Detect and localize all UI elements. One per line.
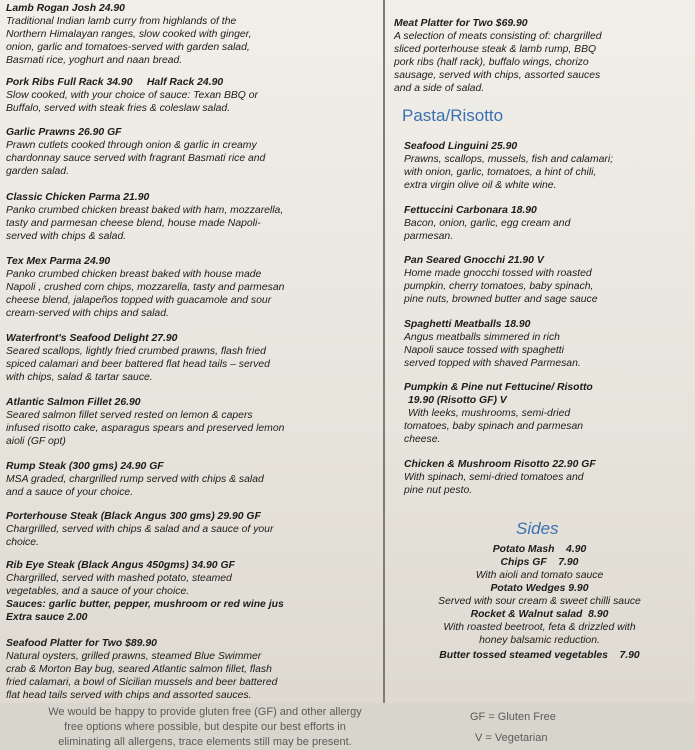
item-desc: Natural oysters, grilled prawns, steamed Blue Swimmer bbox=[6, 651, 262, 662]
item-desc: cheese. bbox=[404, 434, 441, 445]
item-name: Porterhouse Steak (Black Angus 300 gms) 29.90 GF bbox=[6, 511, 261, 522]
item-name: Waterfront's Seafood Delight 27.90 bbox=[6, 333, 178, 344]
pasta-section-title: Pasta/Risotto bbox=[402, 106, 504, 125]
item-name: Seafood Platter for Two $89.90 bbox=[6, 638, 157, 649]
item-desc: Basmati rice, yoghurt and naan bread. bbox=[6, 55, 183, 66]
column-divider bbox=[383, 0, 385, 703]
menu-item bbox=[404, 204, 694, 243]
side-name: Butter tossed steamed vegetables 7.90 bbox=[439, 650, 640, 661]
item-desc: with chips, salad & tartar sauce. bbox=[6, 372, 153, 383]
item-name: Garlic Prawns 26.90 GF bbox=[6, 127, 122, 138]
item-name: Tex Mex Parma 24.90 bbox=[6, 256, 111, 267]
item-desc: pumpkin, cherry tomatoes, baby spinach, bbox=[404, 281, 594, 292]
allergen-note bbox=[20, 705, 390, 750]
item-name: Spaghetti Meatballs 18.90 bbox=[404, 319, 531, 330]
item-desc: With leeks, mushrooms, semi-dried bbox=[408, 408, 571, 419]
sides-section-title: Sides bbox=[516, 519, 559, 538]
item-desc: crab & Morton Bay bug, seared Atlantic salmon fillet, flash bbox=[6, 664, 272, 675]
item-desc: Angus meatballs simmered in rich bbox=[404, 332, 560, 343]
menu-item bbox=[404, 318, 694, 370]
item-desc: MSA graded, chargrilled rump served with chips & salad bbox=[6, 474, 264, 485]
menu-item bbox=[404, 254, 694, 306]
side-desc: With aioli and tomato sauce bbox=[475, 570, 604, 581]
item-desc: garden salad. bbox=[6, 166, 69, 177]
item-desc: pine nuts, browned butter and sage sauce bbox=[404, 294, 598, 305]
menu-item bbox=[6, 510, 378, 549]
item-name: Meat Platter for Two $69.90 bbox=[394, 18, 528, 29]
item-desc: cream-served with chips and salad. bbox=[6, 308, 169, 319]
item-desc: cheese blend, jalapeños topped with guacamole and sour bbox=[6, 295, 272, 306]
menu-item bbox=[6, 191, 378, 243]
menu-item bbox=[6, 460, 378, 499]
item-desc: and a sauce of your choice. bbox=[6, 487, 134, 498]
item-name: 19.90 (Risotto GF) V bbox=[408, 395, 507, 406]
item-name: Classic Chicken Parma 21.90 bbox=[6, 192, 150, 203]
item-desc: Northern Himalayan ranges, slow cooked with ginger, bbox=[6, 29, 252, 40]
v-legend: V = Vegetarian bbox=[475, 732, 548, 744]
item-desc: flat head tails served with chips and assorted sauces. bbox=[6, 690, 252, 701]
side-name: Potato Mash 4.90 bbox=[492, 544, 587, 555]
item-desc: A selection of meats consisting of: chargrilled bbox=[394, 31, 602, 42]
item-desc: Slow cooked, with your choice of sauce: Texan BBQ or bbox=[6, 90, 259, 101]
item-name: Atlantic Salmon Fillet 26.90 bbox=[6, 397, 141, 408]
item-desc: parmesan. bbox=[404, 231, 454, 242]
item-desc: Seared scallops, lightly fried crumbed prawns, flash fried bbox=[6, 346, 266, 357]
item-desc: served topped with shaved Parmesan. bbox=[404, 358, 581, 369]
item-name: Seafood Linguini 25.90 bbox=[404, 141, 518, 152]
item-name: Fettuccini Carbonara 18.90 bbox=[404, 205, 537, 216]
item-desc: sausage, served with chips, assorted sauces bbox=[394, 70, 601, 81]
side-name: Potato Wedges 9.90 bbox=[490, 583, 589, 594]
item-name: Pork Ribs Full Rack 34.90 Half Rack 24.90 bbox=[6, 77, 224, 88]
item-desc: vegetables, and a sauce of your choice. bbox=[6, 586, 190, 597]
menu-item bbox=[404, 381, 694, 446]
allergen-note-line: eliminating all allergens, trace elements still may be present. bbox=[58, 736, 352, 748]
item-desc: Sauces: garlic butter, pepper, mushroom or red wine jus bbox=[6, 599, 284, 610]
item-desc: tomatoes, baby spinach and parmesan bbox=[404, 421, 584, 432]
item-desc: Seared salmon fillet served rested on lemon & capers bbox=[6, 410, 253, 421]
menu-item bbox=[404, 458, 694, 497]
menu-item bbox=[6, 396, 378, 448]
item-desc: Chargrilled, served with chips & salad and a sauce of your bbox=[6, 524, 274, 535]
item-desc: Bacon, onion, garlic, egg cream and bbox=[404, 218, 571, 229]
item-desc: tasty and parmesan cheese blend, house made Napoli- bbox=[6, 218, 261, 229]
item-desc: Napoli sauce tossed with spaghetti bbox=[404, 345, 564, 356]
side-desc: Served with sour cream & sweet chilli sauce bbox=[438, 596, 641, 607]
item-desc: sliced porterhouse steak & lamb rump, BBQ bbox=[394, 44, 597, 55]
item-desc: Napoli , crushed corn chips, mozzarella, tasty and parmesan bbox=[6, 282, 285, 293]
side-desc: honey balsamic reduction. bbox=[479, 635, 600, 646]
menu-item bbox=[394, 17, 684, 95]
item-name: Pumpkin & Pine nut Fettucine/ Risotto bbox=[404, 382, 593, 393]
item-desc: pork ribs (half rack), buffalo wings, chorizo bbox=[394, 57, 589, 68]
item-desc: and a side of salad. bbox=[394, 83, 485, 94]
menu-item bbox=[6, 559, 378, 624]
item-desc: Extra sauce 2.00 bbox=[6, 612, 88, 623]
item-desc: Panko crumbed chicken breast baked with house made bbox=[6, 269, 262, 280]
item-desc: Panko crumbed chicken breast baked with ham, mozzarella, bbox=[6, 205, 284, 216]
menu-item bbox=[6, 255, 378, 320]
allergen-note-line: free options where possible, but despite our best efforts in bbox=[64, 721, 346, 733]
menu-item bbox=[6, 126, 378, 178]
item-name: Rump Steak (300 gms) 24.90 GF bbox=[6, 461, 164, 472]
item-desc: Traditional Indian lamb curry from highlands of the bbox=[6, 16, 237, 27]
item-desc: Prawn cutlets cooked through onion & garlic in creamy bbox=[6, 140, 257, 151]
item-desc: Home made gnocchi tossed with roasted bbox=[404, 268, 592, 279]
item-desc: Chargrilled, served with mashed potato, steamed bbox=[6, 573, 232, 584]
item-desc: aioli (GF opt) bbox=[6, 436, 66, 447]
allergen-footer bbox=[0, 703, 695, 750]
item-name: Chicken & Mushroom Risotto 22.90 GF bbox=[404, 459, 596, 470]
item-desc: served with chips & salad. bbox=[6, 231, 127, 242]
item-desc: spiced calamari and beer battered flat head tails – served bbox=[6, 359, 270, 370]
allergen-note-line: We would be happy to provide gluten free (GF) and other allergy bbox=[48, 706, 362, 718]
item-name: Rib Eye Steak (Black Angus 450gms) 34.90 GF bbox=[6, 560, 235, 571]
item-name: Pan Seared Gnocchi 21.90 V bbox=[404, 255, 544, 266]
menu-item bbox=[404, 140, 694, 192]
menu-item bbox=[6, 637, 378, 702]
item-desc: Buffalo, served with steak fries & coleslaw salad. bbox=[6, 103, 231, 114]
side-name: Rocket & Walnut salad 8.90 bbox=[470, 609, 609, 620]
side-name: Chips GF 7.90 bbox=[500, 557, 579, 568]
menu-item bbox=[6, 2, 378, 67]
item-name: Lamb Rogan Josh 24.90 bbox=[6, 3, 125, 14]
menu-item bbox=[6, 76, 378, 115]
item-desc: extra virgin olive oil & white wine. bbox=[404, 180, 557, 191]
gf-legend: GF = Gluten Free bbox=[470, 711, 556, 723]
item-desc: with onion, garlic, tomatoes, a hint of chili, bbox=[404, 167, 597, 178]
item-desc: fried calamari, a bowl of Sicilian mussels and beer battered bbox=[6, 677, 278, 688]
sides-list bbox=[388, 543, 691, 662]
side-desc: With roasted beetroot, feta & drizzled with bbox=[443, 622, 636, 633]
menu-item bbox=[6, 332, 378, 384]
item-desc: Prawns, scallops, mussels, fish and calamari; bbox=[404, 154, 614, 165]
item-desc: pine nut pesto. bbox=[404, 485, 473, 496]
item-desc: With spinach, semi-dried tomatoes and bbox=[404, 472, 584, 483]
item-desc: infused risotto cake, asparagus spears and preserved lemon bbox=[6, 423, 285, 434]
item-desc: onion, garlic and tomatoes-served with garden salad, bbox=[6, 42, 250, 53]
item-desc: chardonnay sauce served with fragrant Basmati rice and bbox=[6, 153, 266, 164]
item-desc: choice. bbox=[6, 537, 39, 548]
